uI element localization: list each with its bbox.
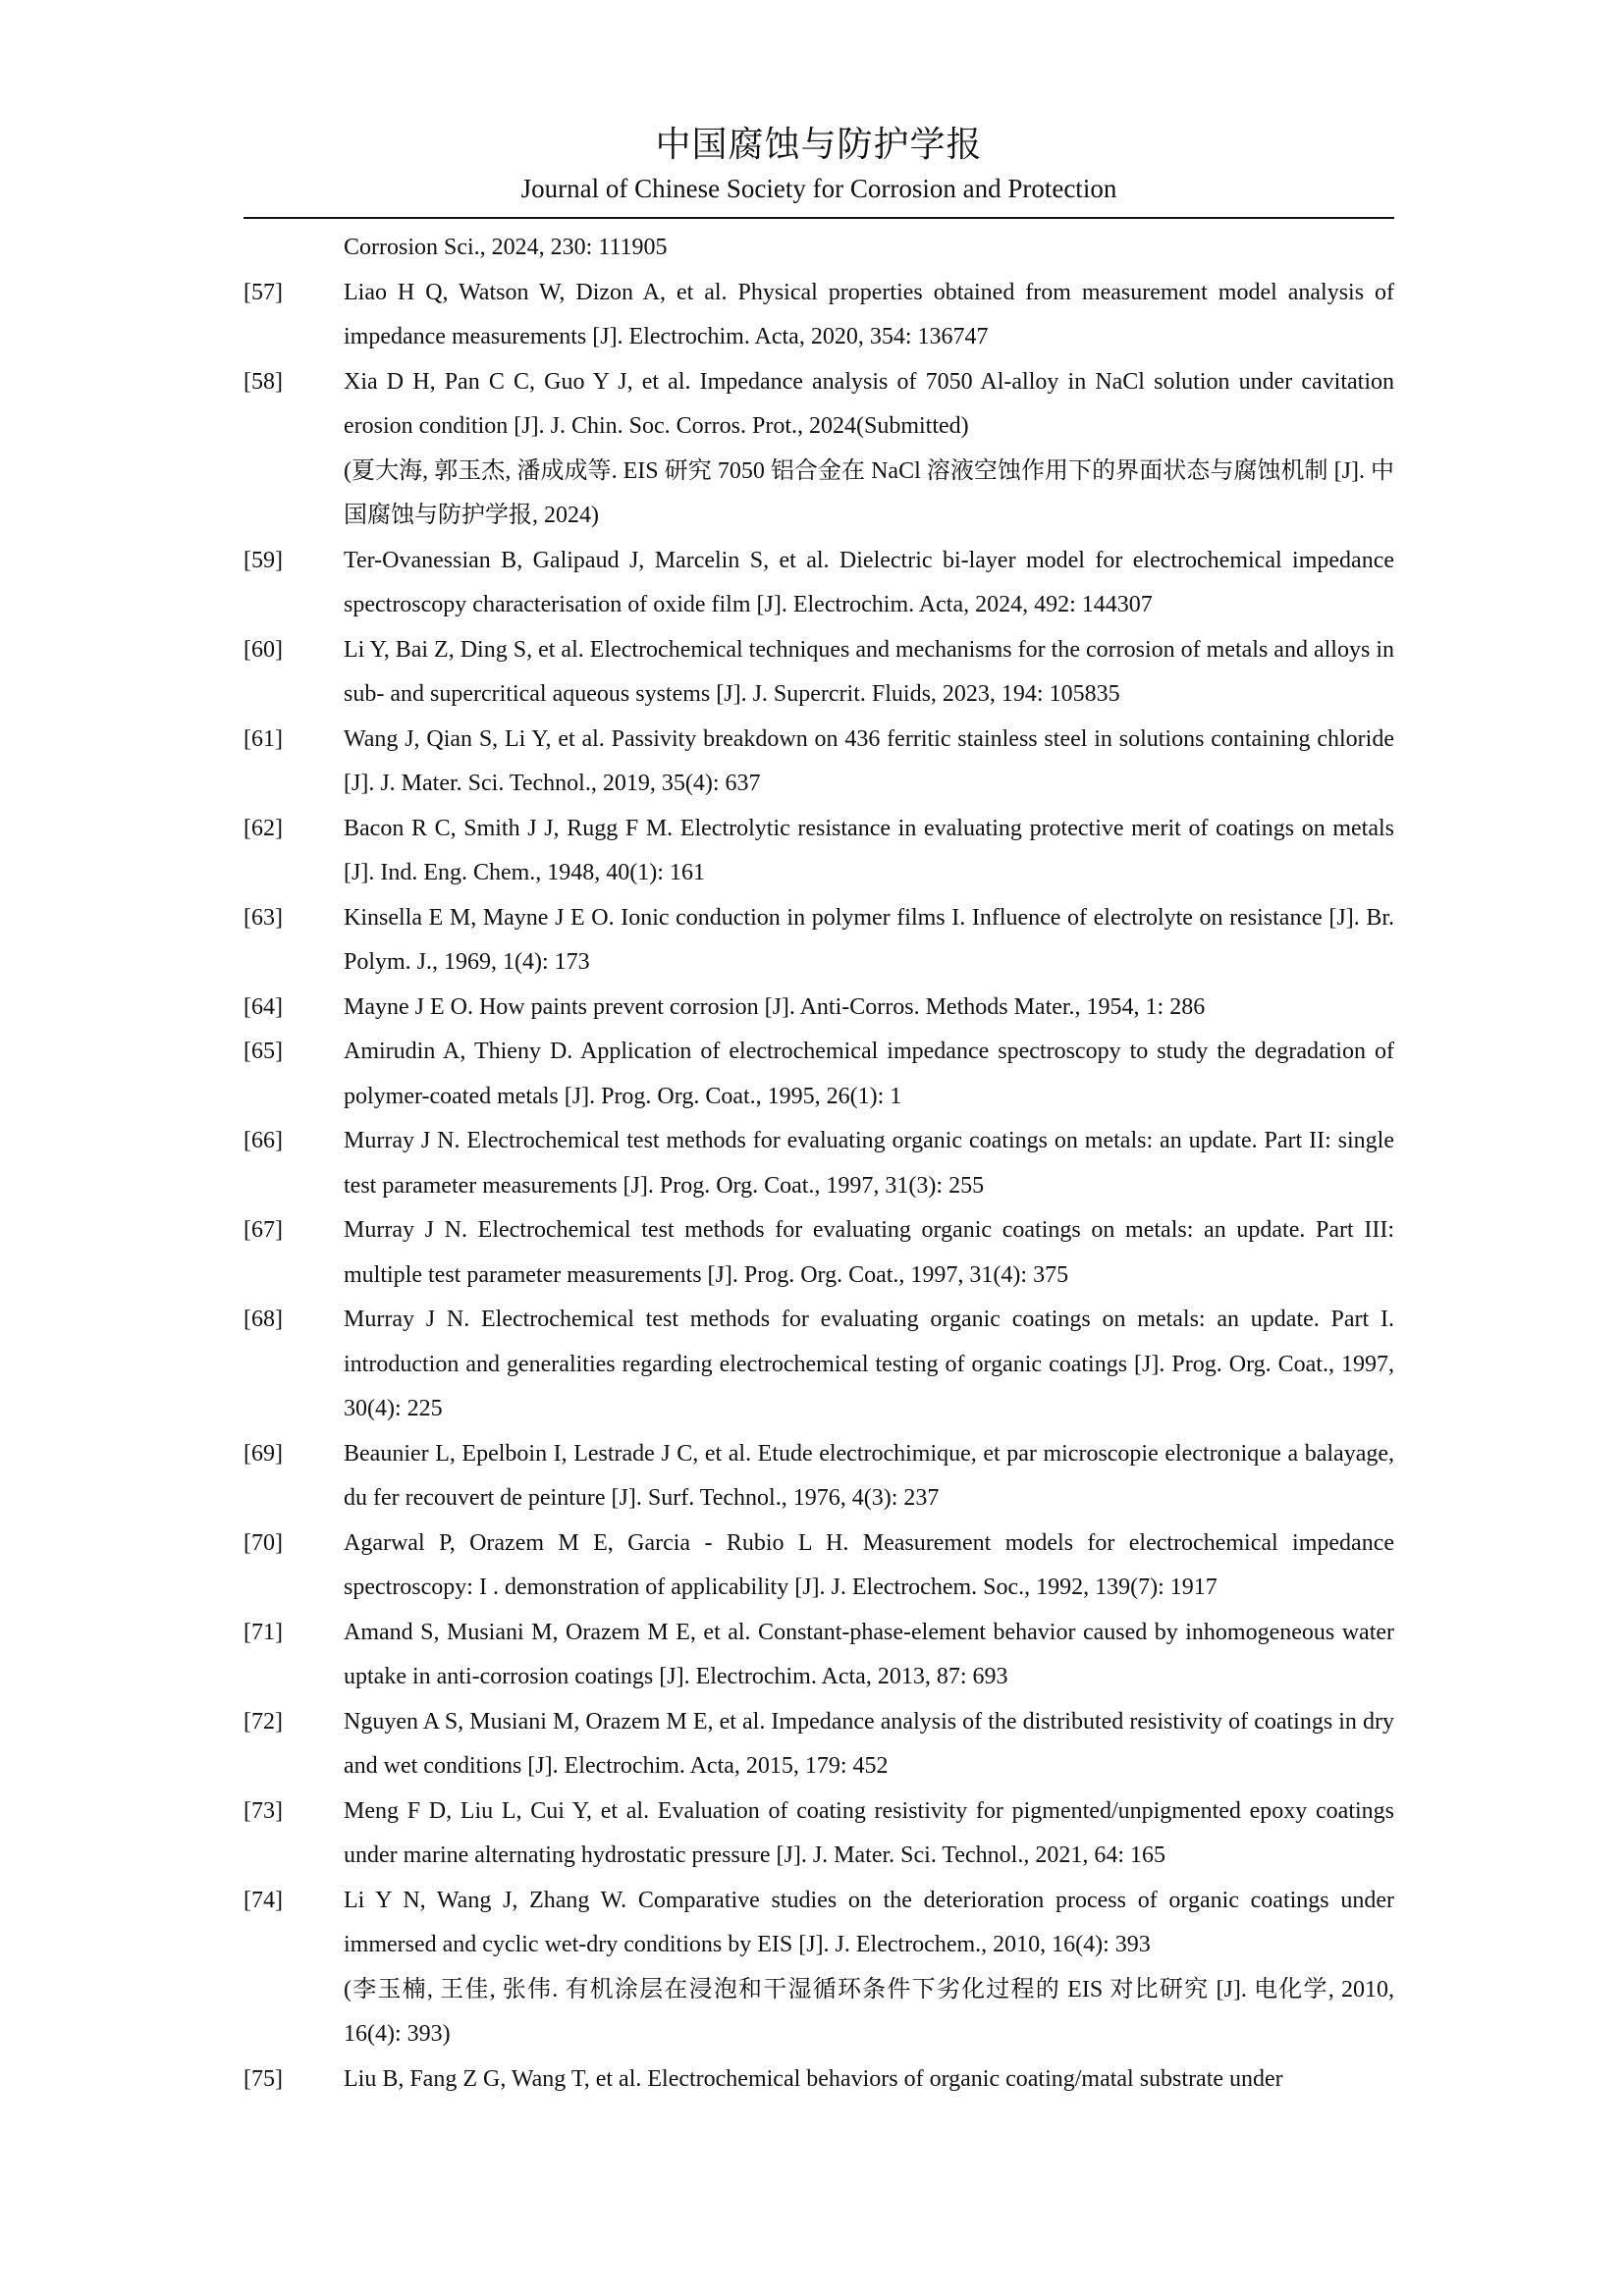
reference-item [244,2057,1394,2103]
reference-text: Agarwal P, Orazem M E, Garcia - Rubio L H. Measurement models for electrochemical impedance spectroscopy: I . demonstration of applicability [J]. J. Electrochem. Soc., 1992, 139(7): 1917 [344,1529,1394,1600]
reference-text: Corrosion Sci., 2024, 230: 111905 [344,235,668,260]
reference-item [244,807,1394,896]
reference-item [244,1432,1394,1522]
reference-text: Murray J N. Electrochemical test methods for evaluating organic coatings on metals: an update. Part II: single test parameter measurements [J]. Prog. Org. Coat., 1997, 31(3): 255 [344,1128,1394,1199]
reference-list [244,226,1394,2102]
reference-number: [62] [244,815,283,841]
reference-number: [70] [244,1529,283,1556]
reference-item [244,986,1394,1031]
reference-item [244,1789,1394,1879]
reference-text: Bacon R C, Smith J J, Rugg F M. Electrolytic resistance in evaluating protective merit of coatings on metals [J]. Ind. Eng. Chem., 1948, 40(1): 161 [344,815,1394,885]
reference-item [244,226,1394,271]
reference-text: Mayne J E O. How paints prevent corrosion [J]. Anti-Corros. Methods Mater., 1954, 1: 286 [344,993,1206,1020]
reference-text: Wang J, Qian S, Li Y, et al. Passivity breakdown on 436 ferritic stainless steel in solutions containing chloride [J]. J. Mater. Sci. Technol., 2019, 35(4): 637 [344,725,1394,796]
reference-number: [57] [244,279,283,305]
reference-text: Li Y, Bai Z, Ding S, et al. Electrochemical techniques and mechanisms for the corrosion of metals and alloys in sub- and supercritical aqueous systems [J]. J. Supercrit. Fluids, 2023, 194: 105835 [344,636,1394,707]
reference-text: Amirudin A, Thieny D. Application of electrochemical impedance spectroscopy to study the degradation of polymer-coated metals [J]. Prog. Org. Coat., 1995, 26(1): 1 [344,1039,1394,1109]
reference-number: [69] [244,1440,283,1467]
journal-header [244,120,1394,206]
reference-text: Murray J N. Electrochemical test methods for evaluating organic coatings on metals: an update. Part III: multiple test parameter measurements [J]. Prog. Org. Coat., 1997, 31(4): 375 [344,1217,1394,1288]
reference-number: [58] [244,368,283,395]
reference-number: [72] [244,1708,283,1735]
reference-item [244,1208,1394,1298]
reference-text: Nguyen A S, Musiani M, Orazem M E, et al. Impedance analysis of the distributed resistivity of coatings in dry and wet conditions [J]. Electrochim. Acta, 2015, 179: 452 [344,1708,1394,1779]
journal-title-en: Journal of Chinese Society for Corrosion and Protection [520,174,1117,203]
reference-item [244,1522,1394,1611]
reference-number: [71] [244,1619,283,1645]
reference-text: Murray J N. Electrochemical test methods for evaluating organic coatings on metals: an update. Part I. introduction and generalities regarding electrochemical testing of organic coatings [J]. Prog. Org. Coat., 1997, 30(4): 225 [344,1307,1394,1421]
reference-number: [73] [244,1797,283,1824]
reference-item [244,1700,1394,1789]
reference-text: Kinsella E M, Mayne J E O. Ionic conduction in polymer films I. Influence of electrolyte on resistance [J]. Br. Polym. J., 1969, 1(4): 173 [344,904,1394,975]
reference-translation: (李玉楠, 王佳, 张伟. 有机涂层在浸泡和干湿循环条件下劣化过程的 EIS 对比研究 [J]. 电化学, 2010, 16(4): 393) [344,1976,1394,2047]
reference-number: [60] [244,636,283,663]
reference-number: [68] [244,1307,283,1332]
reference-number: [67] [244,1217,283,1243]
reference-text: Amand S, Musiani M, Orazem M E, et al. Constant-phase-element behavior caused by inhomogeneous water uptake in anti-corrosion coatings [J]. Electrochim. Acta, 2013, 87: 693 [344,1619,1394,1689]
reference-number: [64] [244,993,283,1020]
reference-number: [75] [244,2065,283,2092]
reference-item [244,360,1394,539]
reference-number: [65] [244,1039,283,1064]
reference-number: [61] [244,725,283,752]
reference-item [244,271,1394,360]
reference-translation: (夏大海, 郭玉杰, 潘成成等. EIS 研究 7050 铝合金在 NaCl 溶液空蚀作用下的界面状态与腐蚀机制 [J]. 中国腐蚀与防护学报, 2024) [344,457,1394,528]
reference-text: Ter-Ovanessian B, Galipaud J, Marcelin S, et al. Dielectric bi-layer model for electrochemical impedance spectroscopy characterisation of oxide film [J]. Electrochim. Acta, 2024, 492: 144307 [344,547,1394,617]
reference-item [244,539,1394,628]
reference-item [244,1611,1394,1700]
reference-text: Meng F D, Liu L, Cui Y, et al. Evaluation of coating resistivity for pigmented/unpigmented epoxy coatings under marine alternating hydrostatic pressure [J]. J. Mater. Sci. Technol., 2021, 64: 165 [344,1797,1394,1868]
reference-item [244,1298,1394,1432]
reference-item [244,628,1394,718]
reference-text: Liu B, Fang Z G, Wang T, et al. Electrochemical behaviors of organic coating/matal substrate under [344,2065,1283,2092]
journal-title-cn: 中国腐蚀与防护学报 [655,125,983,165]
reference-item [244,1879,1394,2057]
reference-text: Li Y N, Wang J, Zhang W. Comparative studies on the deterioration process of organic coatings under immersed and cyclic wet-dry conditions by EIS [J]. J. Electrochem., 2010, 16(4): 393 [344,1887,1394,1957]
reference-number: [63] [244,904,283,931]
reference-text: Liao H Q, Watson W, Dizon A, et al. Physical properties obtained from measurement model analysis of impedance measurements [J]. Electrochim. Acta, 2020, 354: 136747 [344,279,1394,349]
reference-number: [74] [244,1887,283,1913]
reference-item [244,718,1394,807]
reference-item [244,1119,1394,1208]
reference-item [244,1030,1394,1119]
header-divider [244,217,1394,219]
reference-number: [59] [244,547,283,573]
reference-item [244,896,1394,986]
reference-text: Beaunier L, Epelboin I, Lestrade J C, et al. Etude electrochimique, et par microscopie electronique a balayage, du fer recouvert de peinture [J]. Surf. Technol., 1976, 4(3): 237 [344,1440,1394,1511]
reference-number: [66] [244,1128,283,1153]
reference-text: Xia D H, Pan C C, Guo Y J, et al. Impedance analysis of 7050 Al-alloy in NaCl solution under cavitation erosion condition [J]. J. Chin. Soc. Corros. Prot., 2024(Submitted) [344,368,1394,439]
